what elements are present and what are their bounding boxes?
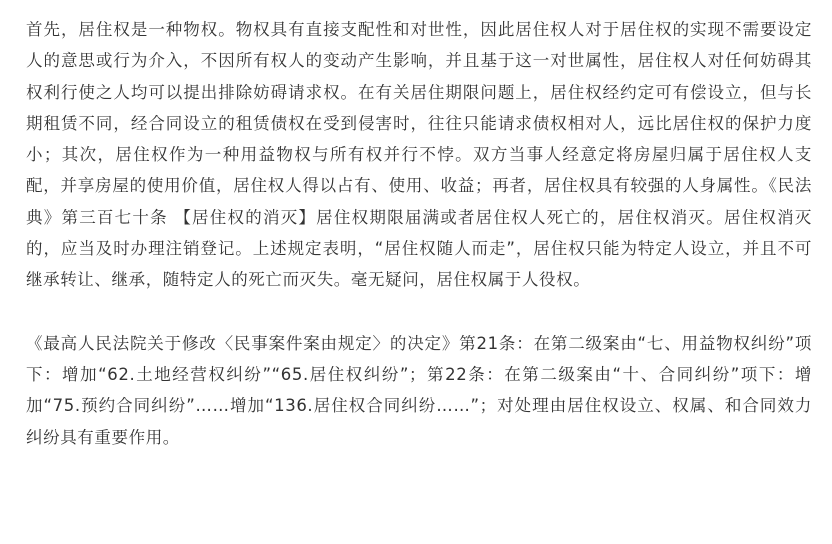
article-body [26,14,812,453]
paragraph-supreme-court-decision: 《最高人民法院关于修改〈民事案件案由规定〉的决定》第21条：在第二级案由“七、用益物权纠纷”项下：增加“62.土地经营权纠纷”“65.居住权纠纷”；第22条：在第二级案由“十、合同纠纷”项下：增加“75.预约合同纠纷”……增加“136.居住权合同纠纷……”；对处理由居住权设立、权属、和合同效力纠纷具有重要作用。 [26,333,812,447]
paragraph-residence-right-nature: 首先，居住权是一种物权。物权具有直接支配性和对世性，因此居住权人对于居住权的实现不需要设定人的意思或行为介入，不因所有权人的变动产生影响，并且基于这一对世属性，居住权人对任何妨碍其权利行使之人均可以提出排除妨碍请求权。在有关居住期限问题上，居住权经约定可有偿设立，但与长期租赁不同，经合同设立的租赁债权在受到侵害时，往往只能请求债权相对人，远比居住权的保护力度小；其次，居住权作为一种用益物权与所有权并行不悖。双方当事人经意定将房屋归属于居住权人支配，并享房屋的使用价值，居住权人得以占有、使用、收益；再者，居住权具有较强的人身属性。《民法典》第三百七十条 【居住权的消灭】居住权期限届满或者居住权人死亡的，居住权消灭。居住权消灭的，应当及时办理注销登记。上述规定表明，“居住权随人而走”，居住权只能为特定人设立，并且不可继承转让、继承，随特定人的死亡而灭失。毫无疑问，居住权属于人役权。 [26,20,812,290]
